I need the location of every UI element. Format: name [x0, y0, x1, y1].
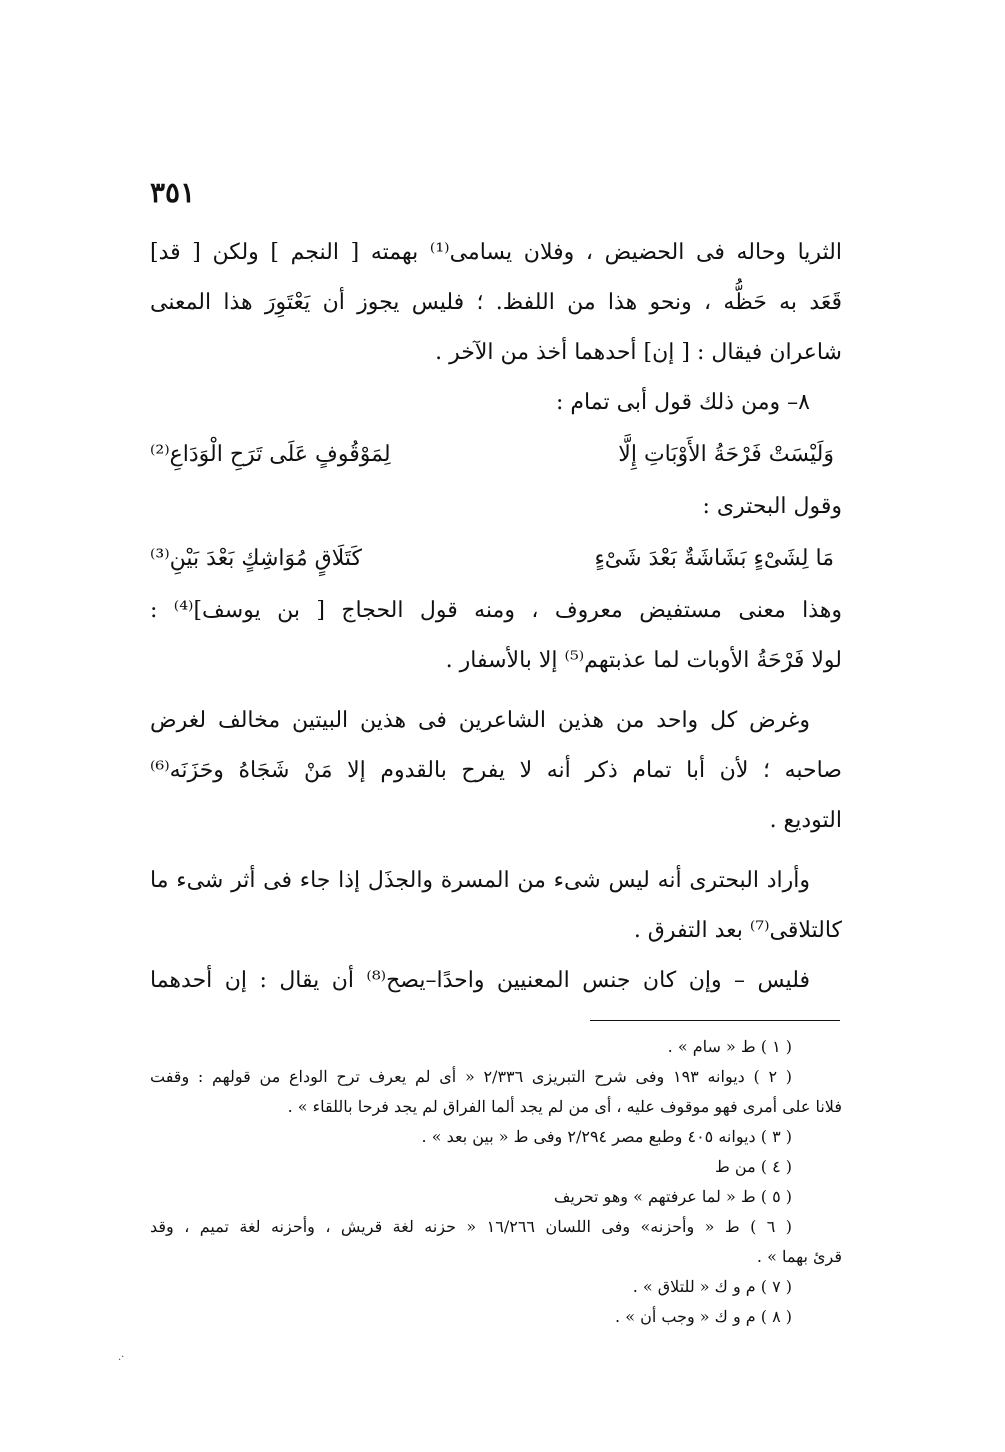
verse-first-hemistich: مَا لِشَىْءٍ بَشَاشَةٌ بَعْدَ شَىْءٍ: [594, 546, 834, 571]
footnote: ( ٨ ) م و ك « وجب أن » .: [615, 1307, 792, 1326]
text-line: وغرض كل واحد من هذين الشاعرين فى هذين البيتين مخالف لغرض: [150, 708, 810, 733]
text-line: شاعران فيقال : [ إن] أحدهما أخذ من الآخر .: [435, 340, 842, 365]
main-text: [150, 228, 842, 1006]
text-line: صاحبه ؛ لأن أبا تمام ذكر أنه لا يفرح بالقدوم إلا مَنْ شَجَاهُ وحَزَنَه⁽⁶⁾: [150, 758, 842, 783]
text-line: قَعَد به حَظُّه ، ونحو هذا من اللفظ. ؛ فليس يجوز أن يَعْتَوِرَ هذا المعنى: [150, 290, 842, 315]
text-line: كالتلاقى⁽⁷⁾ بعد التفرق .: [633, 918, 842, 943]
text-line: فليس – وإن كان جنس المعنيين واحدًا–يصح⁽⁸⁾ أن يقال : إن أحدهما: [150, 968, 810, 993]
footnote: ( ٣ ) ديوانه ٤٠٥ وطبع مصر ٢/٢٩٤ وفى ط « بين بعد » .: [421, 1127, 792, 1146]
text-line: الثريا وحاله فى الحضيض ، وفلان يسامى⁽¹⁾ بهمته [ النجم ] ولكن [ قد]: [150, 240, 842, 265]
footnote-divider: [590, 1020, 840, 1021]
verse-second-hemistich: لِمَوْقُوفٍ عَلَى تَرَحِ الْوَدَاعِ⁽²⁾: [150, 442, 391, 467]
footnote-continuation: فلانا على أمرى فهو موقوف عليه ، أى من لم يجد ألما الفراق لم يجد فرحا باللقاء » .: [287, 1097, 842, 1116]
footnote-continuation: قرئ بهما » .: [756, 1247, 842, 1266]
text-line: التوديع .: [769, 808, 842, 833]
paragraph-gap: [150, 686, 842, 696]
section-heading: ٨– ومن ذلك قول أبى تمام :: [556, 390, 810, 415]
text-line: لولا فَرْحَةُ الأوبات لما عذبتهم⁽⁵⁾ إلا بالأسفار .: [445, 648, 842, 673]
page-number: ٣٥١: [150, 176, 196, 209]
text-line: وهذا معنى مستفيض معروف ، ومنه قول الحجاج [ بن يوسف]⁽⁴⁾ :: [150, 598, 843, 623]
verse-second-hemistich: كَتَلَاقٍ مُوَاشِكٍ بَعْدَ بَيْنِ⁽³⁾: [150, 546, 362, 571]
poetry-verse-buhturi: [150, 532, 842, 586]
poetry-verse-abu-tammam: [150, 428, 842, 482]
book-page: [150, 170, 842, 1390]
footnote: ( ٥ ) ط « لما عرفتهم » وهو تحريف: [553, 1187, 792, 1206]
footnote: ( ٦ ) ط « وأحزنه» وفى اللسان ١٦/٢٦٦ « حزنه لغة قريش ، وأحزنه لغة تميم ، وقد: [150, 1217, 793, 1236]
verse-first-hemistich: وَلَيْسَتْ فَرْحَةُ الأَوْبَاتِ إِلَّا: [618, 442, 834, 467]
text-line: وأراد البحترى أنه ليس شىء من المسرة والجذَل إذا جاء فى أثر شىء ما: [150, 868, 810, 893]
footnote: ( ١ ) ط « سام » .: [667, 1037, 792, 1056]
paragraph-gap: [150, 846, 842, 856]
text-line: وقول البحترى :: [702, 494, 842, 519]
footnote: ( ٤ ) من ط: [715, 1157, 792, 1176]
footnote: ( ٢ ) ديوانه ١٩٣ وفى شرح التبريزى ٢/٣٣٦ « أى لم يعرف ترح الوداع من قولهم : وقفت: [150, 1067, 793, 1086]
scan-speck: ·.: [118, 1352, 125, 1363]
footnotes: [150, 1032, 842, 1332]
footnote: ( ٧ ) م و ك « للتلاق » .: [632, 1277, 792, 1296]
